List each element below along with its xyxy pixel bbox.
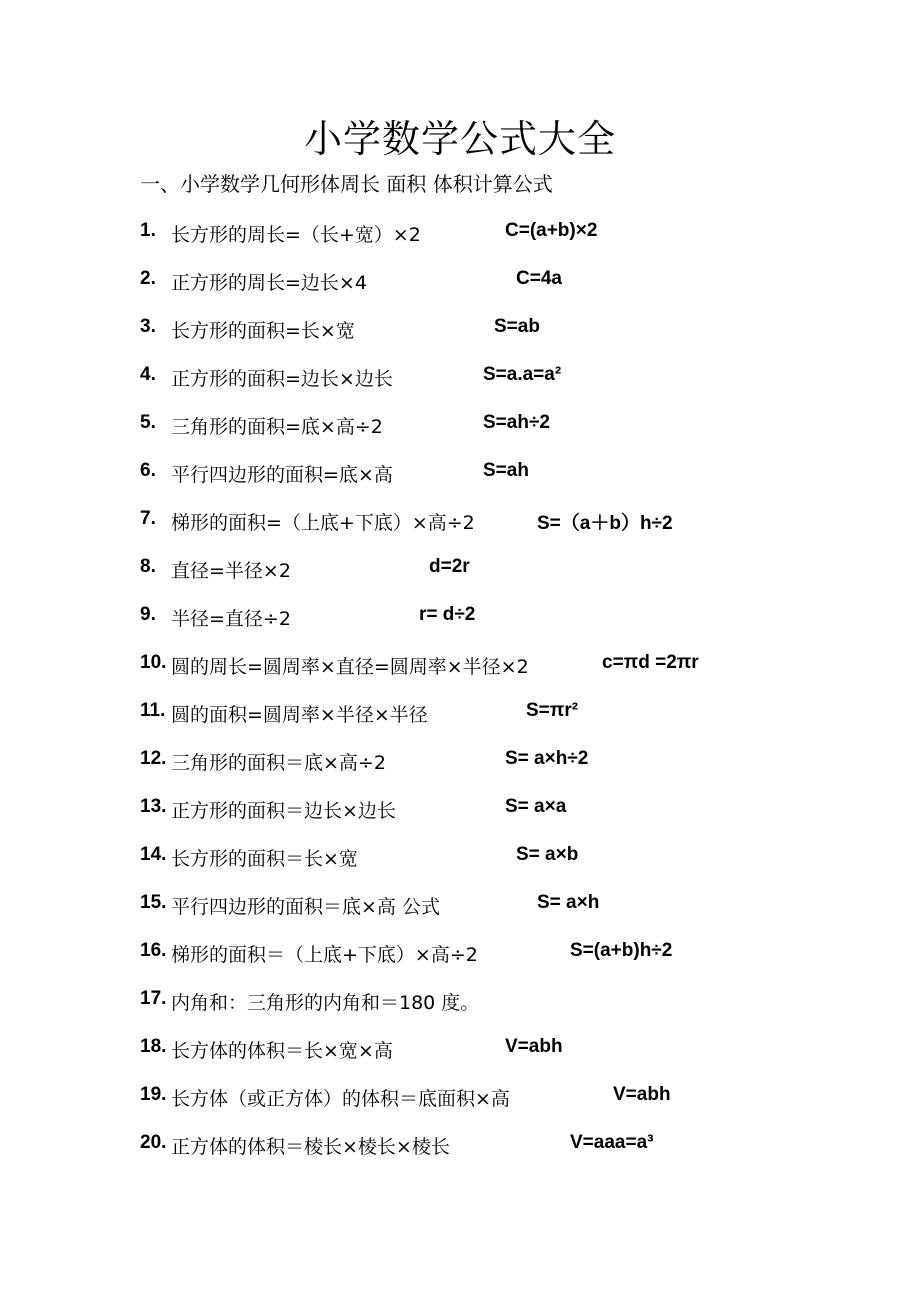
formula-item (140, 268, 900, 298)
item-text: 正方形的周长=边长×4 (171, 272, 367, 294)
item-text: 长方体（或正方体）的体积＝底面积×高 (171, 1088, 510, 1110)
item-text: 正方形的面积=边长×边长 (171, 368, 393, 390)
item-text: 正方体的体积＝棱长×棱长×棱长 (171, 1136, 450, 1158)
item-formula: C=4a (516, 268, 562, 289)
formula-item (140, 604, 900, 634)
document-title: 小学数学公式大全 (303, 117, 616, 161)
item-number: 17. (140, 988, 167, 1009)
item-text: 内角和：三角形的内角和＝180 度。 (171, 992, 480, 1014)
formula-item (140, 892, 900, 922)
item-formula: S=πr² (526, 700, 579, 721)
item-text: 半径=直径÷2 (171, 608, 291, 630)
item-number: 8. (140, 556, 156, 577)
item-text: 直径=半径×2 (171, 560, 291, 582)
item-formula: S=a.a=a² (483, 364, 562, 385)
item-number: 11. (140, 700, 166, 721)
item-formula: C=(a+b)×2 (505, 220, 598, 241)
item-number: 5. (140, 412, 156, 433)
item-formula: S=（a＋b）h÷2 (537, 513, 673, 534)
formula-item (140, 1036, 900, 1066)
item-number: 3. (140, 316, 156, 337)
item-formula: S=ab (494, 316, 540, 337)
formula-item (140, 412, 900, 442)
item-number: 4. (140, 364, 156, 385)
item-text: 圆的面积=圆周率×半径×半径 (171, 704, 428, 726)
item-number: 13. (140, 796, 167, 817)
item-formula: V=aaa=a³ (570, 1132, 654, 1153)
item-text: 三角形的面积=底×高÷2 (171, 416, 383, 438)
formula-item (140, 988, 900, 1018)
item-formula: d=2r (429, 556, 470, 577)
formula-item (140, 460, 900, 490)
item-formula: V=abh (505, 1036, 563, 1057)
item-formula: S= a×h (537, 892, 600, 913)
item-text: 梯形的面积=（上底+下底）×高÷2 (171, 512, 475, 534)
formula-item (140, 364, 900, 394)
formula-item (140, 796, 900, 826)
formula-item (140, 1132, 900, 1162)
formula-item (140, 556, 900, 586)
item-number: 6. (140, 460, 156, 481)
item-text: 正方形的面积＝边长×边长 (171, 800, 396, 822)
item-number: 1. (140, 220, 156, 241)
item-number: 14. (140, 844, 167, 865)
formula-item (140, 940, 900, 970)
formula-item (140, 220, 900, 250)
formula-item (140, 652, 900, 682)
formula-item (140, 700, 900, 730)
item-number: 15. (140, 892, 167, 913)
item-text: 平行四边形的面积＝底×高 公式 (171, 896, 440, 918)
item-formula: V=abh (613, 1084, 671, 1105)
item-number: 12. (140, 748, 167, 769)
item-formula: S= a×h÷2 (505, 748, 589, 769)
item-text: 平行四边形的面积=底×高 (171, 464, 393, 486)
item-number: 16. (140, 940, 167, 961)
item-number: 20. (140, 1132, 167, 1153)
item-formula: S=ah÷2 (483, 412, 550, 433)
formula-item (140, 1084, 900, 1114)
item-text: 长方形的面积＝长×宽 (171, 848, 358, 870)
item-text: 长方形的面积=长×宽 (171, 320, 355, 342)
item-text: 梯形的面积＝（上底+下底）×高÷2 (171, 944, 478, 966)
item-text: 长方形的周长=（长+宽）×2 (171, 224, 421, 246)
formula-item (140, 748, 900, 778)
item-number: 19. (140, 1084, 167, 1105)
item-text: 长方体的体积＝长×宽×高 (171, 1040, 393, 1062)
item-formula: c=πd =2πr (602, 652, 699, 673)
item-text: 三角形的面积＝底×高÷2 (171, 752, 386, 774)
item-formula: S= a×b (516, 844, 579, 865)
item-formula: r= d÷2 (419, 604, 476, 625)
formula-item (140, 316, 900, 346)
item-number: 18. (140, 1036, 167, 1057)
item-number: 10. (140, 652, 167, 673)
formula-item (140, 844, 900, 874)
item-formula: S=(a+b)h÷2 (570, 940, 673, 961)
section-heading: 一、小学数学几何形体周长 面积 体积计算公式 (140, 172, 553, 196)
item-number: 9. (140, 604, 156, 625)
item-formula: S= a×a (505, 796, 567, 817)
item-number: 7. (140, 508, 156, 529)
item-text: 圆的周长=圆周率×直径=圆周率×半径×2 (171, 656, 529, 678)
formula-item (140, 508, 900, 538)
item-formula: S=ah (483, 460, 529, 481)
item-number: 2. (140, 268, 156, 289)
